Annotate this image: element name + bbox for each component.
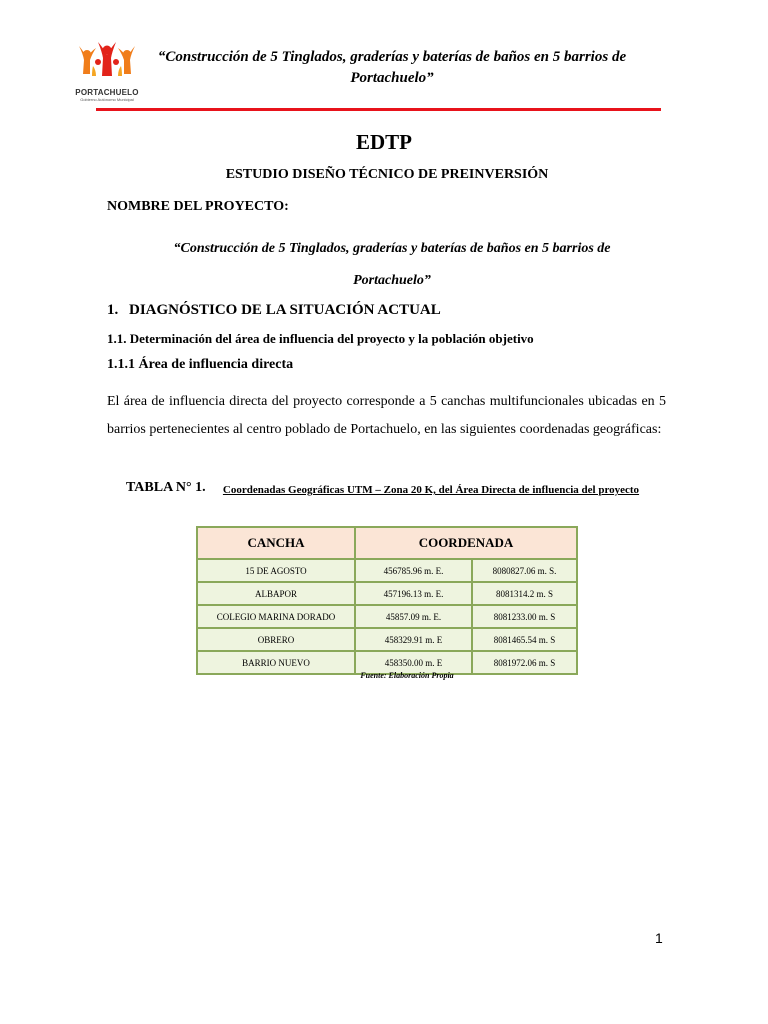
table-header-cell: COORDENADA xyxy=(355,527,577,559)
table-row xyxy=(197,605,577,628)
table-cell: 8081465.54 m. S xyxy=(472,628,577,651)
table-header-cell: CANCHA xyxy=(197,527,355,559)
table-caption-title: Coordenadas Geográficas UTM – Zona 20 K, del Área Directa de influencia del proyecto xyxy=(222,484,640,496)
body-paragraph: El área de influencia directa del proyecto corresponde a 5 canchas multifuncionales ubicadas en 5 barrios pertenecientes al centro poblado de Portachuelo, en las siguientes coordenadas geográficas: xyxy=(107,394,666,437)
table-cell: 458350.00 m. E xyxy=(355,651,472,674)
header-title: “Construcción de 5 Tinglados, graderías y baterías de baños en 5 barrios de Portachuelo” xyxy=(157,49,627,86)
table-row xyxy=(197,559,577,582)
table-cell: OBRERO xyxy=(197,628,355,651)
logo-text: PORTACHUELO xyxy=(75,88,139,97)
coordinates-table xyxy=(196,526,578,675)
table-cell: 8080827.06 m. S. xyxy=(472,559,577,582)
page-number: 1 xyxy=(655,930,663,946)
section-heading-1-1-1: 1.1.1 Área de influencia directa xyxy=(107,357,294,372)
table-header-row xyxy=(197,527,577,559)
table-cell: 8081233.00 m. S xyxy=(472,605,577,628)
table-cell: COLEGIO MARINA DORADO xyxy=(197,605,355,628)
table-caption-label: TABLA N° 1. xyxy=(126,480,206,495)
project-label: NOMBRE DEL PROYECTO: xyxy=(107,199,289,214)
table-row xyxy=(197,628,577,651)
table-cell: 457196.13 m. E. xyxy=(355,582,472,605)
section-heading-1-1: 1.1. Determinación del área de influencia del proyecto y la población objetivo xyxy=(107,331,534,346)
document-title: EDTP xyxy=(355,130,412,154)
table-source: Fuente: Elaboración Propia xyxy=(360,671,454,680)
logo-subtext: Gobierno Autónomo Municipal xyxy=(80,97,134,102)
project-name: “Construcción de 5 Tinglados, graderías y baterías de baños en 5 barrios de Portachuelo” xyxy=(173,241,611,288)
table-cell: 8081314.2 m. S xyxy=(472,582,577,605)
table-cell: ALBAPOR xyxy=(197,582,355,605)
table-cell: 45857.09 m. E. xyxy=(355,605,472,628)
table-cell: 456785.96 m. E. xyxy=(355,559,472,582)
table-cell: 15 DE AGOSTO xyxy=(197,559,355,582)
document-subtitle: ESTUDIO DISEÑO TÉCNICO DE PREINVERSIÓN xyxy=(225,167,549,182)
section-number: 1. xyxy=(107,302,119,318)
table-row xyxy=(197,582,577,605)
section-title: DIAGNÓSTICO DE LA SITUACIÓN ACTUAL xyxy=(129,302,441,318)
section-heading-1 xyxy=(107,302,441,319)
header-divider xyxy=(96,108,661,111)
table-cell: 458329.91 m. E xyxy=(355,628,472,651)
table-cell: BARRIO NUEVO xyxy=(197,651,355,674)
table-cell: 8081972.06 m. S xyxy=(472,651,577,674)
